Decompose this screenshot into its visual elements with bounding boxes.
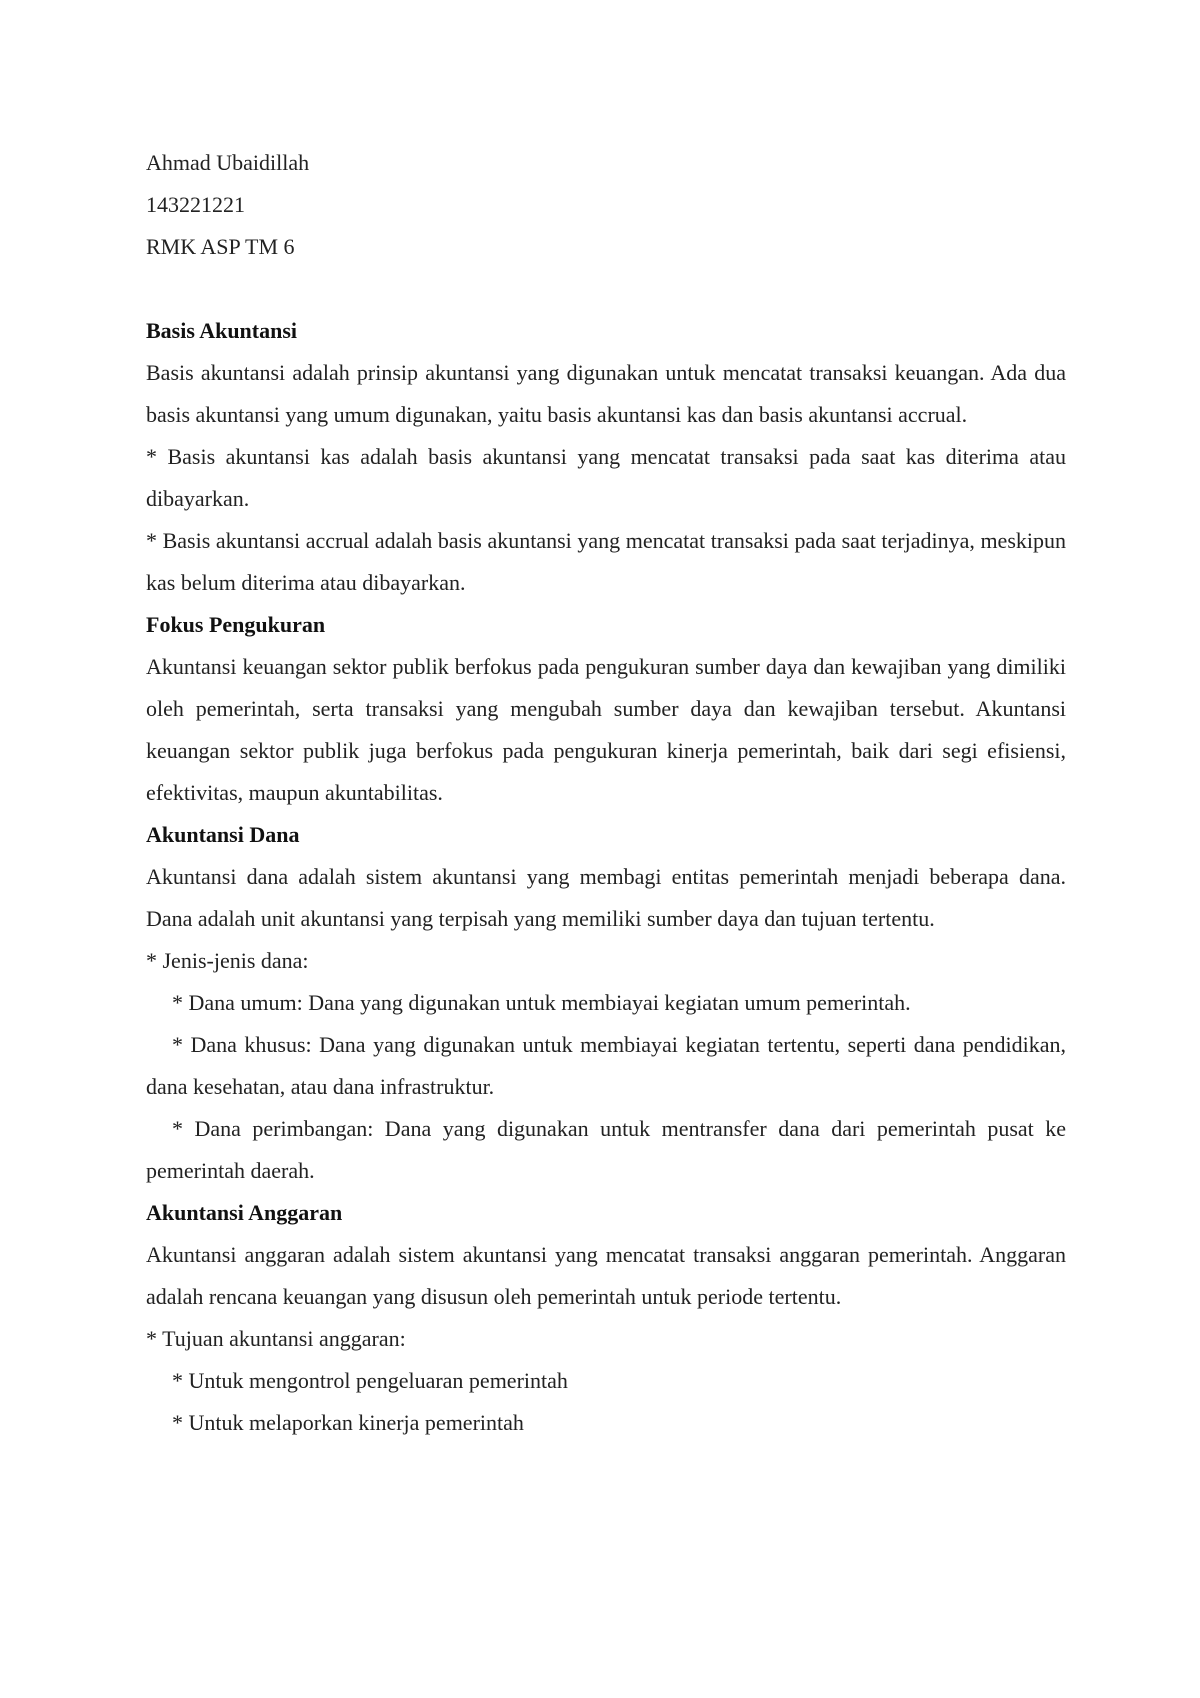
paragraph: Akuntansi dana adalah sistem akuntansi yang membagi entitas pemerintah menjadi beberapa dana. Dana adalah unit akuntansi yang terpisah yang memiliki sumber daya dan tujuan tertentu. [146, 864, 1066, 931]
bullet-item: * Basis akuntansi accrual adalah basis akuntansi yang mencatat transaksi pada saat terjadinya, meskipun kas belum diterima atau dibayarkan. [146, 528, 1066, 595]
bullet-item: * Tujuan akuntansi anggaran: [146, 1326, 406, 1351]
course-title: RMK ASP TM 6 [146, 234, 295, 259]
sub-bullet-item: * Untuk mengontrol pengeluaran pemerintah [172, 1368, 568, 1393]
author-name: Ahmad Ubaidillah [146, 150, 310, 175]
author-header [146, 142, 1066, 268]
paragraph: Akuntansi anggaran adalah sistem akuntansi yang mencatat transaksi anggaran pemerintah. Anggaran adalah rencana keuangan yang disusun oleh pemerintah untuk periode tertentu. [146, 1242, 1066, 1309]
paragraph: Akuntansi keuangan sektor publik berfokus pada pengukuran sumber daya dan kewajiban yang dimiliki oleh pemerintah, serta transaksi yang mengubah sumber daya dan kewajiban tersebut. Akuntansi keuangan sektor publik juga berfokus pada pengukuran kinerja pemerintah, baik dari segi efisiensi, efektivitas, maupun akuntabilitas. [146, 654, 1066, 805]
section-heading: Basis Akuntansi [146, 318, 298, 343]
sub-bullet-item: * Dana umum: Dana yang digunakan untuk membiayai kegiatan umum pemerintah. [172, 990, 911, 1015]
bullet-item: * Jenis-jenis dana: [146, 948, 309, 973]
section-heading: Akuntansi Dana [146, 822, 300, 847]
section-basis-akuntansi [146, 310, 1066, 604]
section-fokus-pengukuran [146, 604, 1066, 814]
sub-bullet-item: * Untuk melaporkan kinerja pemerintah [172, 1410, 524, 1435]
paragraph: Basis akuntansi adalah prinsip akuntansi yang digunakan untuk mencatat transaksi keuangan. Ada dua basis akuntansi yang umum digunakan, yaitu basis akuntansi kas dan basis akuntansi accrual. [146, 360, 1066, 427]
sub-bullet-item: * Dana perimbangan: Dana yang digunakan untuk mentransfer dana dari pemerintah pusat ke pemerintah daerah. [146, 1116, 1066, 1183]
section-heading: Fokus Pengukuran [146, 612, 326, 637]
section-akuntansi-dana [146, 814, 1066, 1192]
document-body [146, 142, 1066, 1444]
section-akuntansi-anggaran [146, 1192, 1066, 1444]
bullet-item: * Basis akuntansi kas adalah basis akuntansi yang mencatat transaksi pada saat kas diterima atau dibayarkan. [146, 444, 1066, 511]
sub-bullet-item: * Dana khusus: Dana yang digunakan untuk membiayai kegiatan tertentu, seperti dana pendidikan, dana kesehatan, atau dana infrastruktur. [146, 1032, 1066, 1099]
student-id: 143221221 [146, 192, 245, 217]
section-heading: Akuntansi Anggaran [146, 1200, 343, 1225]
